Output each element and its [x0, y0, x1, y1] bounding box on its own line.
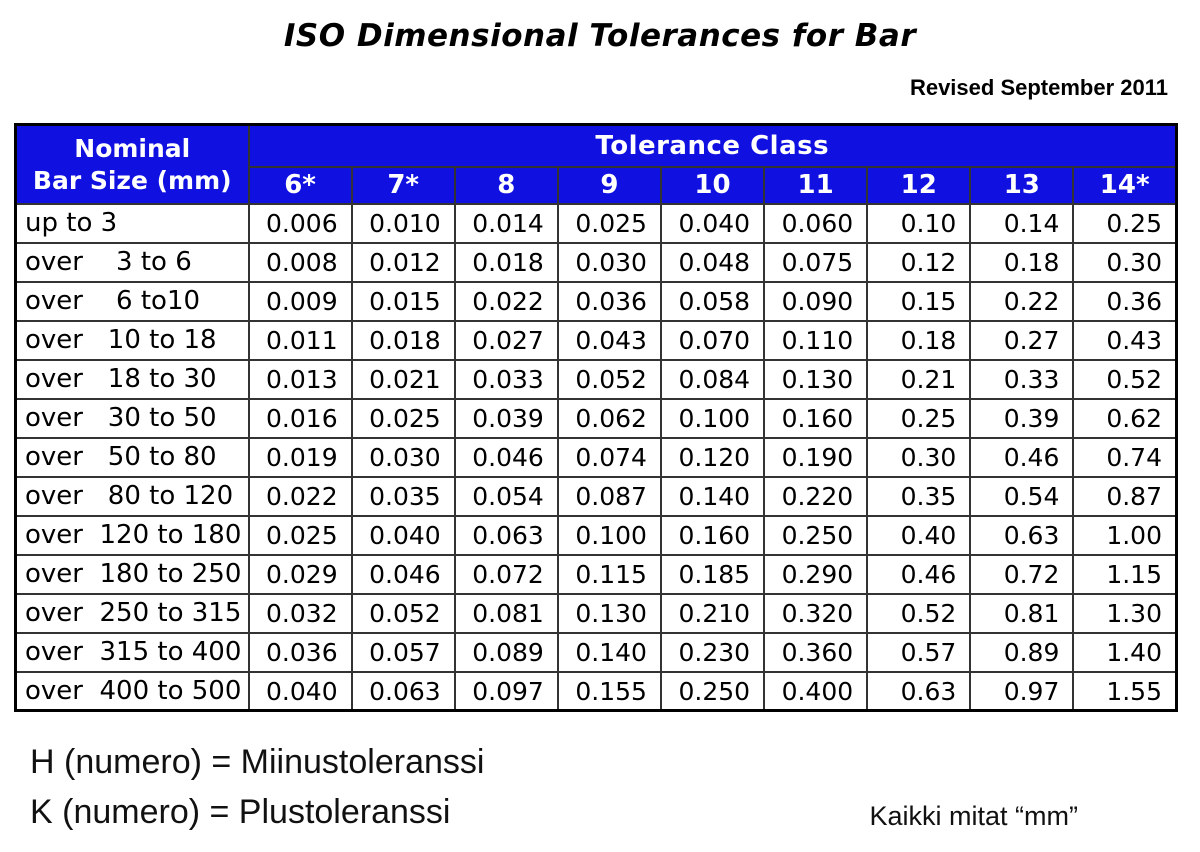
- tolerance-value-cell: 0.320: [764, 594, 867, 633]
- table-row: [16, 438, 1177, 477]
- tolerance-value-cell: 0.210: [661, 594, 764, 633]
- tolerance-value-cell: 0.063: [455, 516, 558, 555]
- tolerance-value-cell: 0.81: [970, 594, 1073, 633]
- tolerance-value-cell: 0.048: [661, 243, 764, 282]
- tolerance-value-cell: 0.033: [455, 360, 558, 399]
- tolerance-value-cell: 0.160: [764, 399, 867, 438]
- page-title: ISO Dimensional Tolerances for Bar: [283, 18, 917, 54]
- tolerance-value-cell: 0.006: [249, 204, 352, 243]
- table-row: [16, 516, 1177, 555]
- group-header-row: [16, 125, 1177, 167]
- row-label: over 80 to 120: [16, 477, 249, 516]
- tolerance-value-cell: 0.43: [1073, 321, 1176, 360]
- tolerance-value-cell: 0.155: [558, 672, 661, 711]
- table-row: [16, 321, 1177, 360]
- tolerance-value-cell: 0.090: [764, 282, 867, 321]
- table-body: [16, 204, 1177, 711]
- table-row: [16, 555, 1177, 594]
- tolerance-value-cell: 0.230: [661, 633, 764, 672]
- tolerance-value-cell: 0.032: [249, 594, 352, 633]
- tolerance-value-cell: 0.63: [970, 516, 1073, 555]
- tolerance-value-cell: 0.012: [352, 243, 455, 282]
- tolerance-value-cell: 0.029: [249, 555, 352, 594]
- tolerance-value-cell: 0.400: [764, 672, 867, 711]
- tolerance-value-cell: 0.18: [970, 243, 1073, 282]
- tolerance-value-cell: 0.025: [558, 204, 661, 243]
- tolerance-table: [14, 123, 1178, 712]
- tolerance-value-cell: 0.10: [867, 204, 970, 243]
- tolerance-value-cell: 0.018: [455, 243, 558, 282]
- tolerance-value-cell: 0.014: [455, 204, 558, 243]
- tolerance-value-cell: 0.63: [867, 672, 970, 711]
- tolerance-value-cell: 0.097: [455, 672, 558, 711]
- class-header-8: 8: [455, 167, 558, 204]
- tolerance-value-cell: 0.250: [764, 516, 867, 555]
- tolerance-value-cell: 0.100: [558, 516, 661, 555]
- tolerance-value-cell: 1.55: [1073, 672, 1176, 711]
- tolerance-value-cell: 0.46: [970, 438, 1073, 477]
- table-row: [16, 360, 1177, 399]
- tolerance-value-cell: 0.21: [867, 360, 970, 399]
- tolerance-value-cell: 0.30: [1073, 243, 1176, 282]
- tolerance-value-cell: 0.025: [249, 516, 352, 555]
- tolerance-value-cell: 1.40: [1073, 633, 1176, 672]
- tolerance-value-cell: 0.030: [558, 243, 661, 282]
- tolerance-value-cell: 0.14: [970, 204, 1073, 243]
- tolerance-value-cell: 0.035: [352, 477, 455, 516]
- table-row: [16, 633, 1177, 672]
- tolerance-value-cell: 0.013: [249, 360, 352, 399]
- row-label: over 18 to 30: [16, 360, 249, 399]
- row-label: over 50 to 80: [16, 438, 249, 477]
- class-header-11: 11: [764, 167, 867, 204]
- tolerance-class-header: Tolerance Class: [249, 125, 1177, 167]
- class-header-9: 9: [558, 167, 661, 204]
- tolerance-value-cell: 0.46: [867, 555, 970, 594]
- tolerance-value-cell: 0.27: [970, 321, 1073, 360]
- table-row: [16, 672, 1177, 711]
- row-label: up to 3: [16, 204, 249, 243]
- tolerance-value-cell: 0.140: [558, 633, 661, 672]
- class-header-14-star: 14*: [1073, 167, 1176, 204]
- tolerance-value-cell: 0.009: [249, 282, 352, 321]
- tolerance-value-cell: 0.40: [867, 516, 970, 555]
- tolerance-value-cell: 0.015: [352, 282, 455, 321]
- tolerance-value-cell: 0.054: [455, 477, 558, 516]
- tolerance-value-cell: 0.018: [352, 321, 455, 360]
- tolerance-value-cell: 0.57: [867, 633, 970, 672]
- tolerance-value-cell: 0.89: [970, 633, 1073, 672]
- tolerance-value-cell: 0.081: [455, 594, 558, 633]
- tolerance-value-cell: 1.00: [1073, 516, 1176, 555]
- tolerance-value-cell: 0.089: [455, 633, 558, 672]
- tolerance-value-cell: 0.010: [352, 204, 455, 243]
- tolerance-value-cell: 0.120: [661, 438, 764, 477]
- tolerance-value-cell: 0.220: [764, 477, 867, 516]
- tolerance-value-cell: 0.036: [558, 282, 661, 321]
- class-header-6-star: 6*: [249, 167, 352, 204]
- table-row: [16, 282, 1177, 321]
- legend: [30, 738, 484, 838]
- table-row: [16, 204, 1177, 243]
- class-header-7-star: 7*: [352, 167, 455, 204]
- legend-line-plus: K (numero) = Plustoleranssi: [30, 793, 451, 832]
- tolerance-value-cell: 0.062: [558, 399, 661, 438]
- tolerance-value-cell: 0.22: [970, 282, 1073, 321]
- units-note: Kaikki mitat “mm”: [869, 800, 1078, 831]
- tolerance-value-cell: 0.027: [455, 321, 558, 360]
- row-label: over 315 to 400: [16, 633, 249, 672]
- row-label: over 180 to 250: [16, 555, 249, 594]
- tolerance-value-cell: 0.360: [764, 633, 867, 672]
- table-row: [16, 477, 1177, 516]
- tolerance-value-cell: 0.046: [352, 555, 455, 594]
- tolerance-value-cell: 0.190: [764, 438, 867, 477]
- row-label: over 400 to 500: [16, 672, 249, 711]
- tolerance-value-cell: 0.130: [558, 594, 661, 633]
- tolerance-value-cell: 0.022: [455, 282, 558, 321]
- tolerance-value-cell: 0.039: [455, 399, 558, 438]
- tolerance-value-cell: 0.043: [558, 321, 661, 360]
- tolerance-value-cell: 0.30: [867, 438, 970, 477]
- tolerance-value-cell: 0.12: [867, 243, 970, 282]
- tolerance-value-cell: 0.058: [661, 282, 764, 321]
- table-row: [16, 243, 1177, 282]
- tolerance-value-cell: 0.18: [867, 321, 970, 360]
- tolerance-value-cell: 0.54: [970, 477, 1073, 516]
- tolerance-value-cell: 0.130: [764, 360, 867, 399]
- tolerance-value-cell: 0.52: [1073, 360, 1176, 399]
- tolerance-value-cell: 0.060: [764, 204, 867, 243]
- tolerance-value-cell: 0.25: [867, 399, 970, 438]
- tolerance-value-cell: 0.016: [249, 399, 352, 438]
- tolerance-value-cell: 0.019: [249, 438, 352, 477]
- tolerance-value-cell: 1.15: [1073, 555, 1176, 594]
- tolerance-value-cell: 0.022: [249, 477, 352, 516]
- tolerance-value-cell: 0.046: [455, 438, 558, 477]
- tolerance-value-cell: 0.39: [970, 399, 1073, 438]
- table-header: [16, 125, 1177, 204]
- tolerance-value-cell: 0.97: [970, 672, 1073, 711]
- tolerance-value-cell: 0.250: [661, 672, 764, 711]
- tolerance-value-cell: 0.52: [867, 594, 970, 633]
- tolerance-value-cell: 0.040: [249, 672, 352, 711]
- tolerance-value-cell: 0.070: [661, 321, 764, 360]
- nominal-header-line2: Bar Size (mm): [32, 165, 232, 195]
- tolerance-value-cell: 0.25: [1073, 204, 1176, 243]
- footer: [0, 738, 1200, 838]
- tolerance-value-cell: 1.30: [1073, 594, 1176, 633]
- tolerance-value-cell: 0.35: [867, 477, 970, 516]
- tolerance-value-cell: 0.011: [249, 321, 352, 360]
- tolerance-value-cell: 0.084: [661, 360, 764, 399]
- tolerance-value-cell: 0.030: [352, 438, 455, 477]
- tolerance-value-cell: 0.72: [970, 555, 1073, 594]
- tolerance-value-cell: 0.110: [764, 321, 867, 360]
- tolerance-value-cell: 0.290: [764, 555, 867, 594]
- tolerance-value-cell: 0.040: [661, 204, 764, 243]
- tolerance-value-cell: 0.100: [661, 399, 764, 438]
- tolerance-value-cell: 0.087: [558, 477, 661, 516]
- tolerance-value-cell: 0.052: [558, 360, 661, 399]
- tolerance-value-cell: 0.160: [661, 516, 764, 555]
- row-label: over 10 to 18: [16, 321, 249, 360]
- nominal-bar-size-header: [16, 125, 249, 204]
- tolerance-value-cell: 0.140: [661, 477, 764, 516]
- tolerance-value-cell: 0.115: [558, 555, 661, 594]
- class-header-10: 10: [661, 167, 764, 204]
- tolerance-value-cell: 0.008: [249, 243, 352, 282]
- class-header-13: 13: [970, 167, 1073, 204]
- tolerance-value-cell: 0.063: [352, 672, 455, 711]
- tolerance-value-cell: 0.021: [352, 360, 455, 399]
- tolerance-value-cell: 0.074: [558, 438, 661, 477]
- tolerance-value-cell: 0.025: [352, 399, 455, 438]
- row-label: over 30 to 50: [16, 399, 249, 438]
- tolerance-value-cell: 0.072: [455, 555, 558, 594]
- row-label: over 3 to 6: [16, 243, 249, 282]
- tolerance-value-cell: 0.33: [970, 360, 1073, 399]
- tolerance-value-cell: 0.87: [1073, 477, 1176, 516]
- tolerance-value-cell: 0.15: [867, 282, 970, 321]
- tolerance-value-cell: 0.185: [661, 555, 764, 594]
- tolerance-value-cell: 0.075: [764, 243, 867, 282]
- nominal-header-line1: Nominal: [74, 134, 191, 164]
- row-label: over 120 to 180: [16, 516, 249, 555]
- tolerance-value-cell: 0.057: [352, 633, 455, 672]
- row-label: over 6 to10: [16, 282, 249, 321]
- class-header-12: 12: [867, 167, 970, 204]
- tolerance-value-cell: 0.036: [249, 633, 352, 672]
- tolerance-value-cell: 0.36: [1073, 282, 1176, 321]
- revision-note: Revised September 2011: [909, 75, 1168, 101]
- legend-line-minus: H (numero) = Miinustoleranssi: [30, 743, 485, 782]
- table-row: [16, 399, 1177, 438]
- tolerance-value-cell: 0.040: [352, 516, 455, 555]
- table-row: [16, 594, 1177, 633]
- tolerance-value-cell: 0.74: [1073, 438, 1176, 477]
- tolerance-value-cell: 0.62: [1073, 399, 1176, 438]
- tolerance-value-cell: 0.052: [352, 594, 455, 633]
- row-label: over 250 to 315: [16, 594, 249, 633]
